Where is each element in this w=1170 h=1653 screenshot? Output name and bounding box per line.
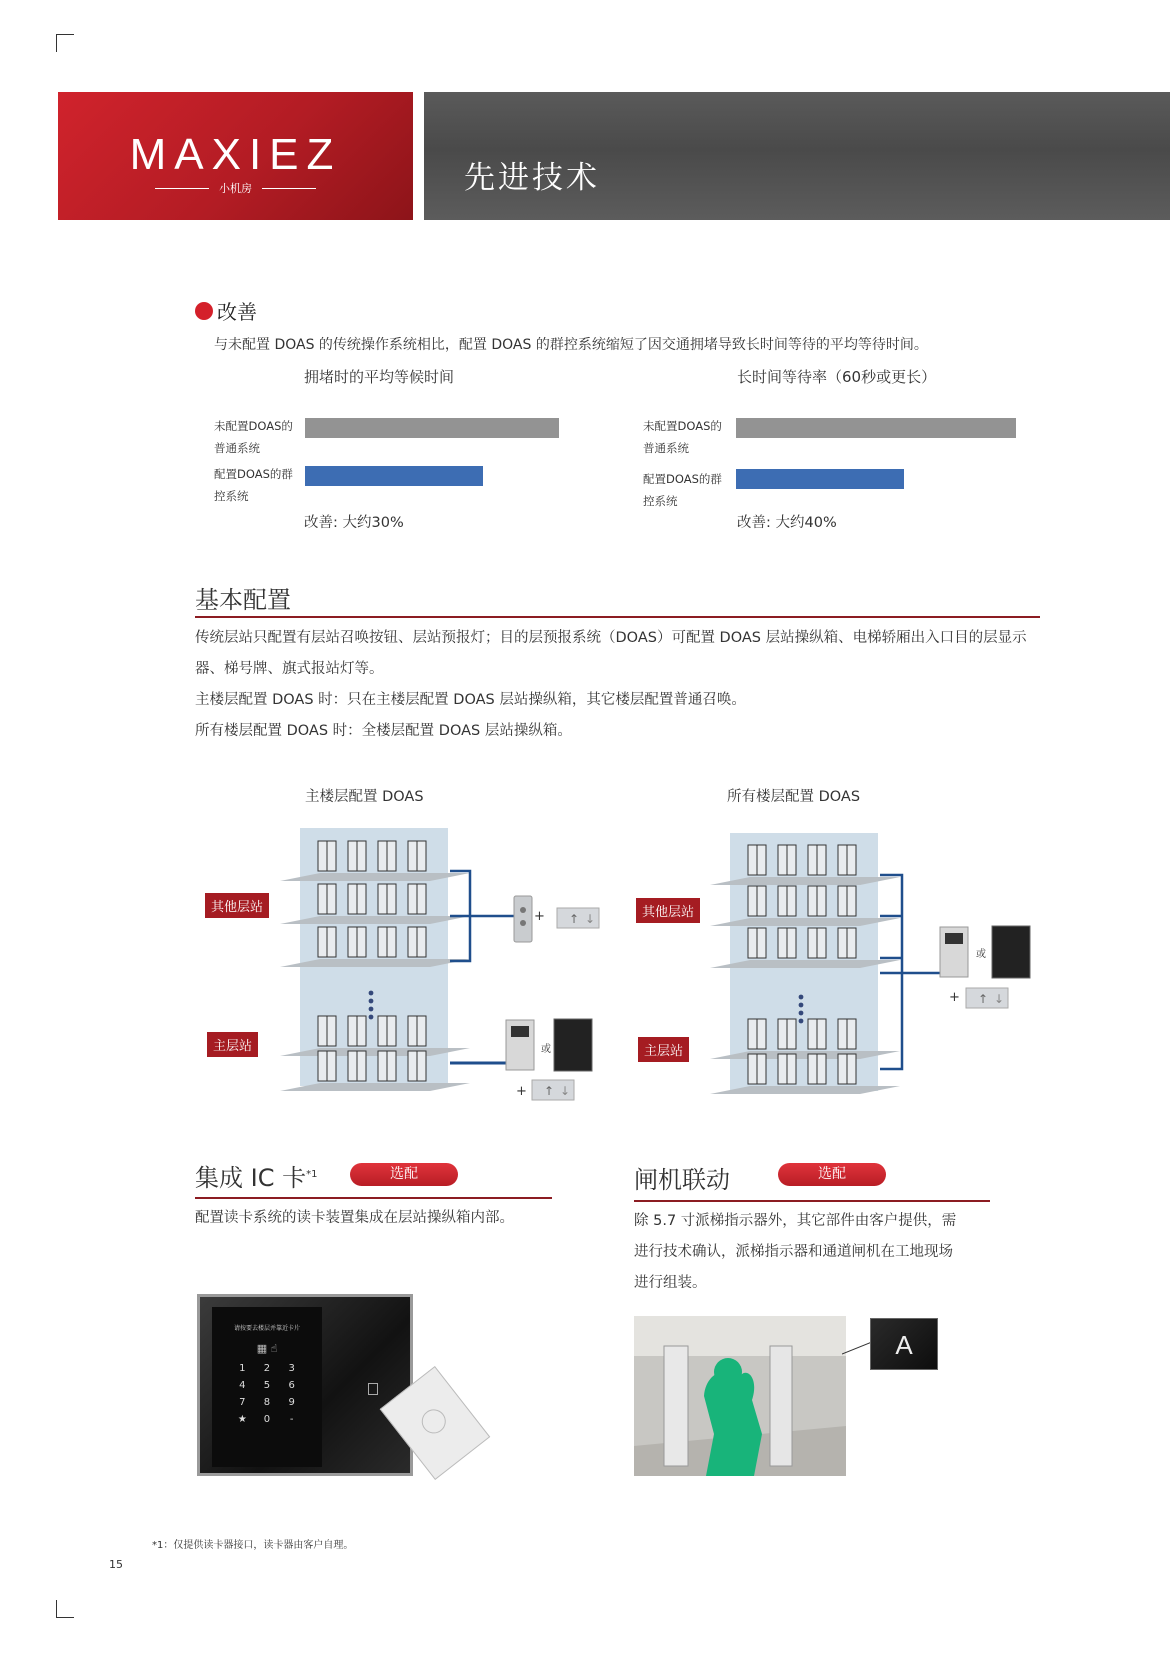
- bar-standard-system: [305, 418, 559, 438]
- keypad-key: ★: [237, 1414, 247, 1425]
- label-line: 配置DOAS的群: [643, 472, 722, 486]
- diagram-all-floors-doas: [710, 825, 1040, 1110]
- or-label: 或: [541, 1044, 551, 1055]
- brand-subtitle: 小机房: [219, 182, 252, 195]
- text-line: 主楼层配置 DOAS 时：只在主楼层配置 DOAS 层站操纵箱，其它楼层配置普通召唤。: [195, 692, 746, 708]
- brand-subtitle-row: [58, 180, 413, 196]
- improvement-title: 改善: [217, 300, 257, 324]
- callout-line: [842, 1340, 872, 1360]
- text-line: 所有楼层配置 DOAS 时：全楼层配置 DOAS 层站操纵箱。: [195, 723, 572, 739]
- label-line: 普通系统: [214, 441, 260, 455]
- plus-sign: +: [949, 990, 960, 1005]
- doas-keypad-black-icon: [554, 1019, 592, 1071]
- chart-row-label: [214, 463, 304, 507]
- section-rule: [195, 1197, 552, 1199]
- ic-panel-image: [197, 1294, 413, 1476]
- text-line: 器、梯号牌、旗式报站灯等。: [195, 661, 384, 677]
- red-dot-icon: [195, 302, 213, 320]
- optional-badge: 选配: [350, 1163, 458, 1186]
- gate-description: [634, 1206, 994, 1299]
- section-title-gate: 闸机联动: [634, 1166, 730, 1194]
- keypad-key: 0: [263, 1414, 271, 1425]
- diagram-main-floor-doas: [280, 820, 610, 1110]
- crop-mark-bottom-left: [56, 1600, 74, 1618]
- tag-main-floor: 主层站: [638, 1037, 689, 1062]
- optional-badge: 选配: [778, 1163, 886, 1186]
- gate-post: [664, 1346, 688, 1466]
- keypad-key: 4: [239, 1380, 246, 1391]
- card-tap-icon: ▦ ☝: [256, 1342, 278, 1355]
- improvement-heading: [195, 296, 257, 325]
- bar-doas-system: [305, 466, 483, 486]
- svg-text:↑: ↑: [978, 992, 989, 1006]
- diagram-title-right: 所有楼层配置 DOAS: [727, 789, 861, 805]
- text-line: 进行技术确认，派梯指示器和通道闸机在工地现场: [634, 1244, 953, 1260]
- svg-text:↓: ↓: [585, 912, 596, 926]
- keypad-screen: [212, 1307, 322, 1467]
- hall-call-button-icon: [514, 896, 532, 942]
- gate-post: [770, 1346, 792, 1466]
- label-line: 未配置DOAS的: [643, 419, 722, 433]
- section-rule: [634, 1200, 990, 1202]
- header-bar: [424, 92, 1170, 220]
- keypad-key: -: [289, 1414, 294, 1425]
- panel-prompt: 请按要去楼层并靠近卡片: [233, 1325, 300, 1332]
- ic-title-text: 集成 IC 卡: [195, 1164, 307, 1192]
- text-line: 除 5.7 寸派梯指示器外，其它部件由客户提供，需: [634, 1213, 957, 1229]
- svg-text:↓: ↓: [994, 992, 1005, 1006]
- plus-sign: +: [516, 1084, 527, 1099]
- doas-keypad-black-icon: [992, 926, 1030, 978]
- text-line: 进行组装。: [634, 1275, 707, 1291]
- divider: [155, 188, 209, 189]
- plus-sign: +: [534, 909, 545, 924]
- footnote: *1：仅提供读卡器接口，读卡器由客户自理。: [152, 1540, 354, 1551]
- divider: [262, 188, 316, 189]
- section-title-ic-card: [195, 1158, 317, 1193]
- chart-row-label: [643, 468, 733, 512]
- crop-mark-top-left: [56, 34, 74, 52]
- improvement-description: 与未配置 DOAS 的传统操作系统相比，配置 DOAS 的群控系统缩短了因交通拥堵导致长时间等待的平均等待时间。: [214, 337, 928, 353]
- keypad-key: 9: [288, 1397, 295, 1408]
- person-silhouette-icon: [704, 1371, 762, 1476]
- brand-block: [58, 92, 413, 220]
- chart-row-label: [214, 415, 304, 459]
- section-title: 基本配置: [195, 586, 291, 614]
- keypad-key: 8: [263, 1397, 271, 1408]
- keypad-key: 1: [239, 1363, 246, 1374]
- keypad-grid: [230, 1363, 304, 1425]
- chart-note: 改善: 大约40%: [737, 515, 837, 531]
- diagram-title-left: 主楼层配置 DOAS: [305, 789, 424, 805]
- wiring: [880, 875, 942, 1069]
- bar-standard-system: [736, 418, 1016, 438]
- page-title: 先进技术: [464, 160, 600, 196]
- gate-photo: [634, 1316, 846, 1476]
- label-line: 控系统: [643, 494, 678, 508]
- keypad-key: 5: [263, 1380, 271, 1391]
- label-line: 普通系统: [643, 441, 689, 455]
- keypad-key: 3: [288, 1363, 295, 1374]
- section-rule: [195, 616, 1040, 618]
- card-reader-icon: [368, 1383, 378, 1395]
- tag-main-floor: 主层站: [207, 1032, 258, 1057]
- brand-logo: MAXIEZ: [129, 130, 342, 179]
- text-line: 传统层站只配置有层站召唤按钮、层站预报灯；目的层预报系统（DOAS）可配置 DOAS 层站操纵箱、电梯轿厢出入口目的层显示: [195, 630, 1027, 646]
- keypad-key: 7: [239, 1397, 246, 1408]
- dispatch-indicator-display: A: [870, 1318, 938, 1370]
- ic-description: 配置读卡系统的读卡装置集成在层站操纵箱内部。: [195, 1210, 514, 1226]
- card-chip-icon: [417, 1405, 451, 1439]
- label-line: 未配置DOAS的: [214, 419, 293, 433]
- label-line: 控系统: [214, 489, 249, 503]
- wiring: [450, 871, 518, 961]
- or-label: 或: [976, 949, 986, 960]
- page-number: 15: [109, 1558, 123, 1571]
- tag-other-floors: 其他层站: [205, 893, 269, 918]
- bar-doas-system: [736, 469, 904, 489]
- chart-title: 拥堵时的平均等候时间: [304, 368, 455, 386]
- chart-row-label: [643, 415, 733, 459]
- label-line: 配置DOAS的群: [214, 467, 293, 481]
- svg-text:↓: ↓: [560, 1084, 571, 1098]
- keypad-key: 2: [263, 1363, 271, 1374]
- keypad-key: 6: [288, 1380, 295, 1391]
- tag-other-floors: 其他层站: [636, 898, 700, 923]
- footnote-marker: *1: [306, 1169, 318, 1180]
- svg-text:↑: ↑: [569, 912, 580, 926]
- basic-paragraph: [195, 623, 1055, 747]
- chart-title: 长时间等待率（60秒或更长）: [737, 368, 937, 386]
- svg-text:↑: ↑: [544, 1084, 555, 1098]
- chart-note: 改善: 大约30%: [304, 515, 404, 531]
